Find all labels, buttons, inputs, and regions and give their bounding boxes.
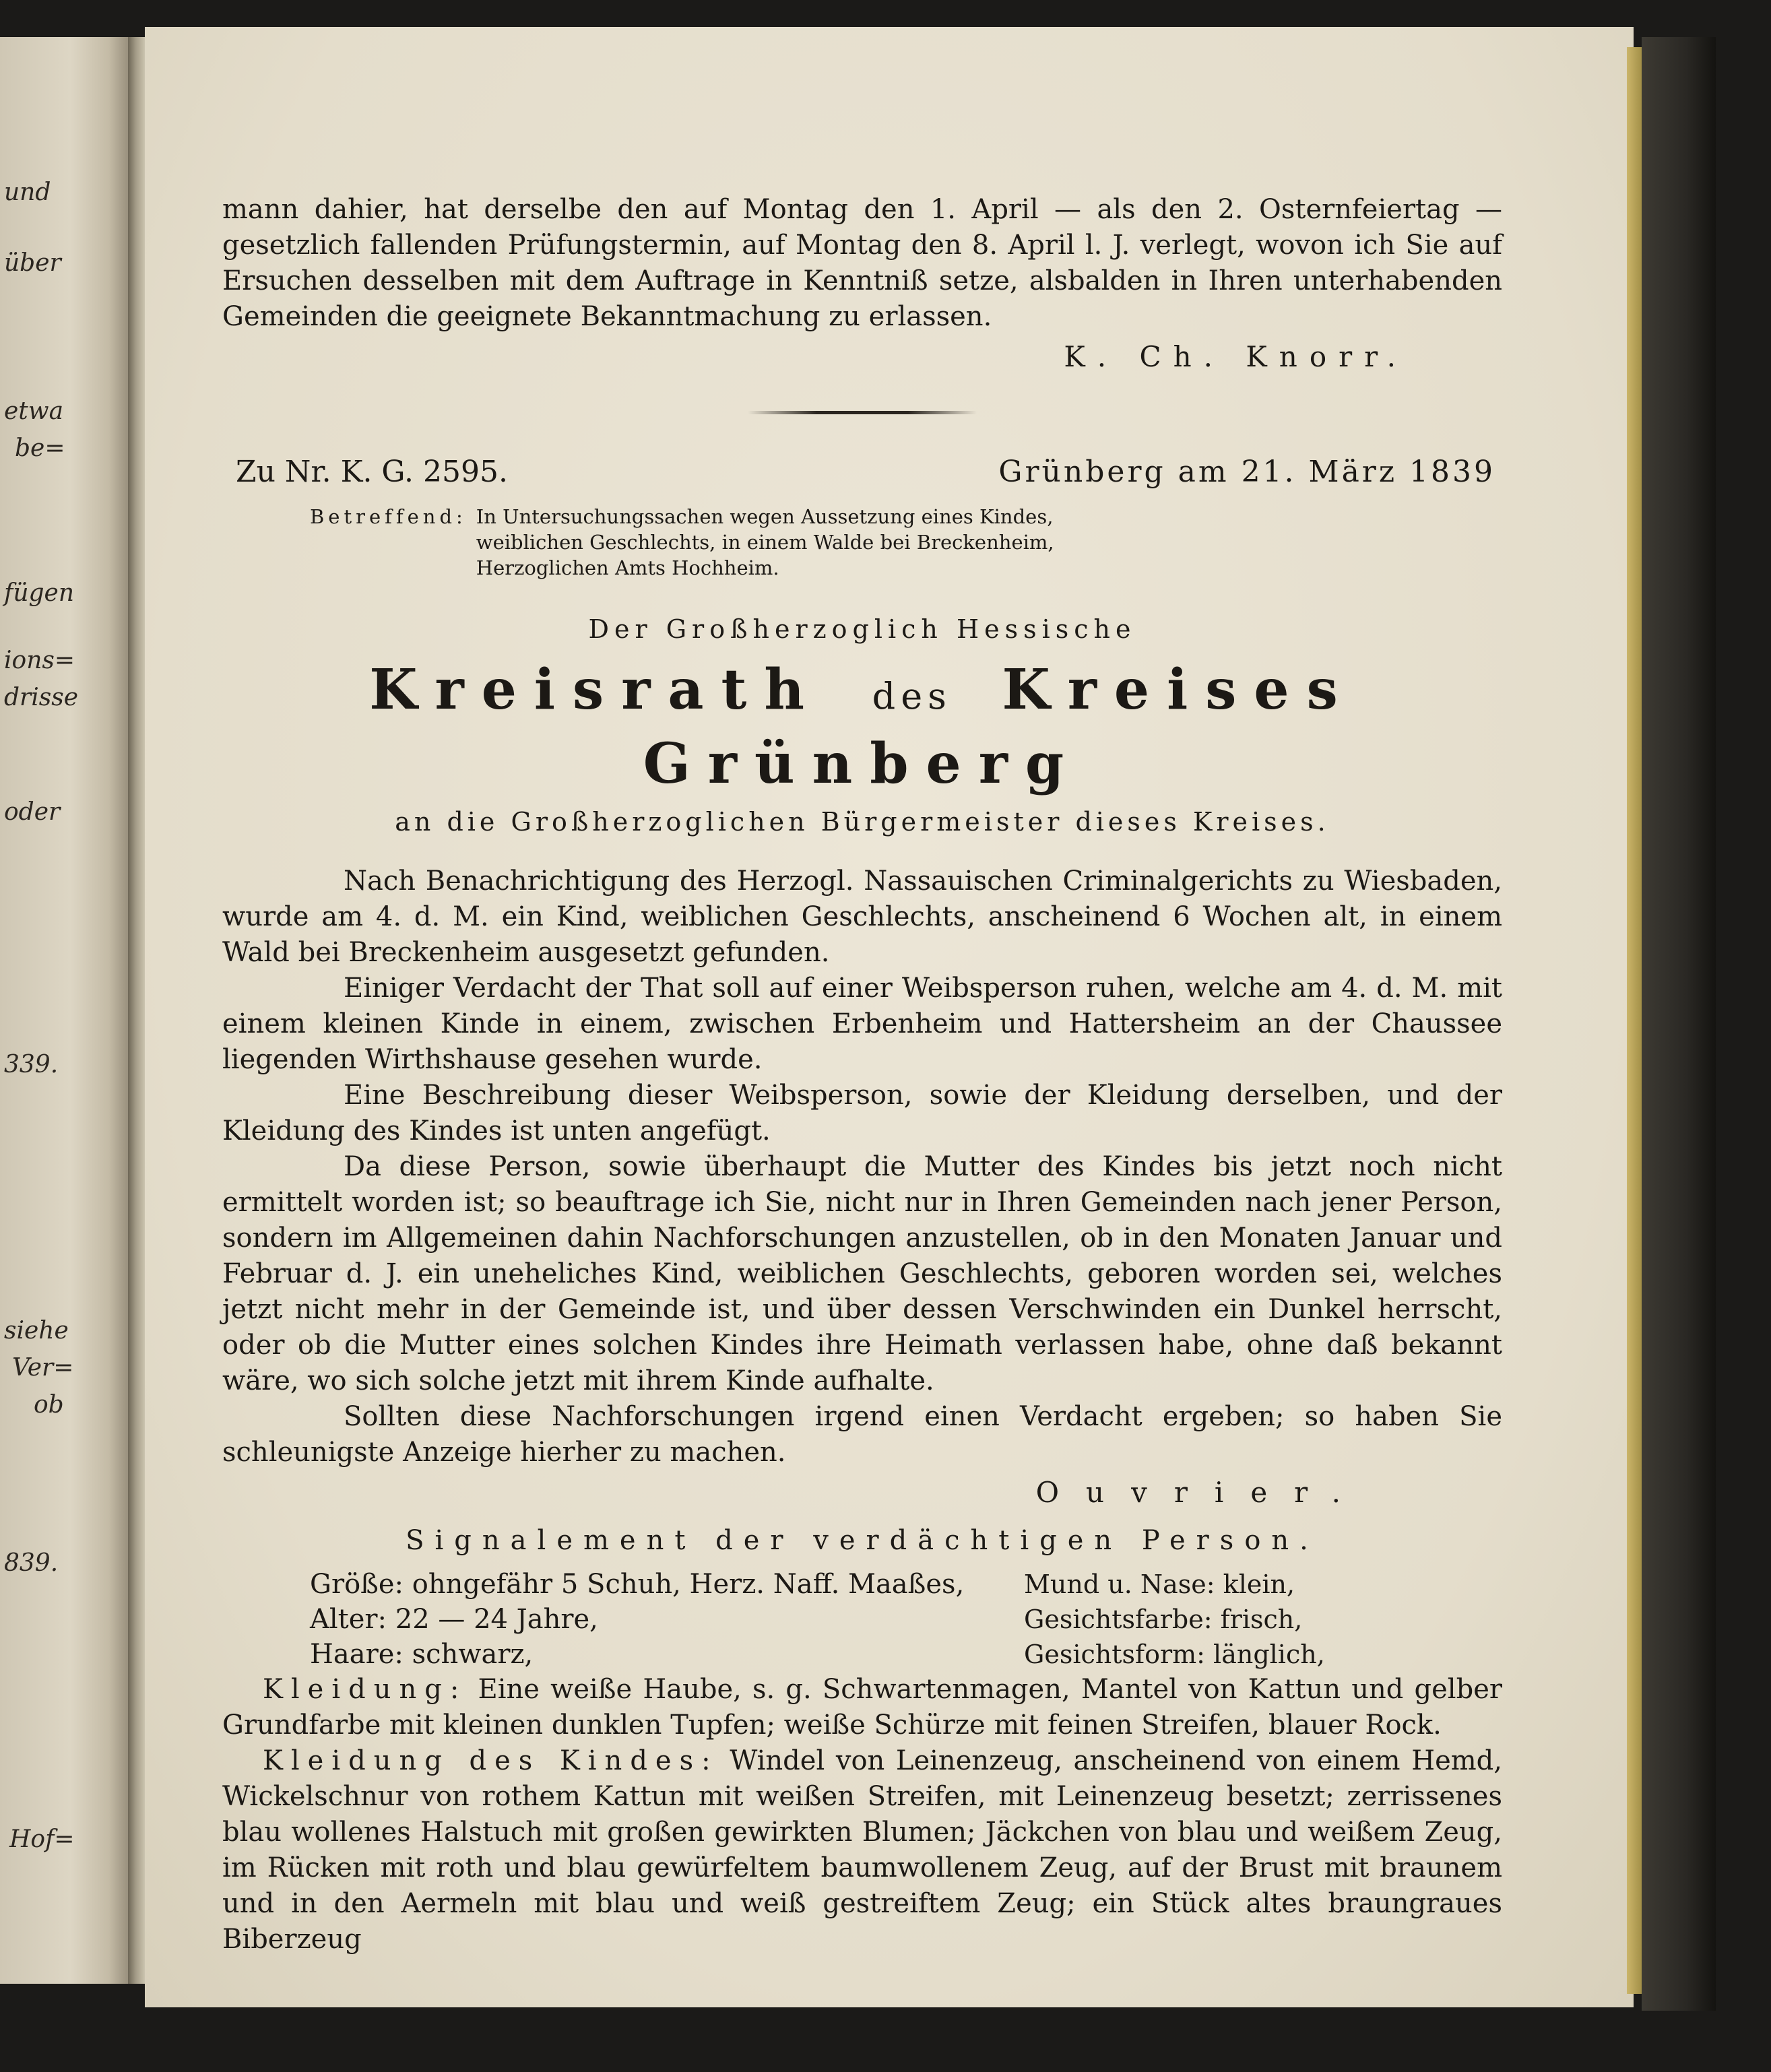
margin-word: ob — [34, 1391, 64, 1419]
opening-paragraph: mann dahier, hat derselbe den auf Montag den 1. April — als den 2. Osternfeiertag — gesetzlich fallenden Prüfungstermin, auf Montag den 8. April l. J. verlegt, wovon ich Sie auf Ersuchen desselben mit dem Auftrage in Kenntniß setze, alsbalden in Ihren unterhabenden Gemeinden die geeignete Bekanntmachung zu erlassen. — [222, 194, 1502, 332]
body-paragraph: Nach Benachrichtigung des Herzogl. Nassauischen Criminalgerichts zu Wiesbaden, wurde am 4. d. M. ein Kind, weiblichen Geschlechts, anscheinend 6 Wochen alt, in einem Wald bei Breckenheim ausgesetzt gefunden. — [222, 866, 1502, 968]
margin-word: ions= — [4, 647, 75, 674]
margin-word: drisse — [4, 684, 79, 711]
margin-word: be= — [15, 434, 65, 462]
signalement-item: Gesichtsfarbe: frisch, — [1024, 1605, 1303, 1634]
margin-word: über — [4, 249, 61, 277]
left-page-margin-text — [0, 37, 128, 1984]
child-clothing-label: Kleidung des Kindes: — [263, 1745, 719, 1776]
margin-word: 839. — [4, 1549, 59, 1577]
title-part: Kreisrath — [369, 657, 823, 722]
subject-label: Betreffend: — [310, 505, 467, 528]
body-paragraph: Da diese Person, sowie überhaupt die Mutter des Kindes bis jetzt noch nicht ermittelt worden ist; so beauftrage ich Sie, nicht nur in Ihren Gemeinden nach jener Person, sondern im Allgemeinen dahin Nachforschungen anzustellen, ob in den Monaten Januar und Februar d. J. ein uneheliches Kind, weiblichen Geschlechts, geboren worden sei, welches jetzt nicht mehr in der Gemeinde ist, und über dessen Verschwinden ein Dunkel herrscht, oder ob die Mutter eines solchen Kindes ihre Heimath verlassen habe, ohne daß bekannt wäre, wo sich solche jetzt mit ihrem Kinde aufhalte. — [222, 1151, 1502, 1396]
margin-word: und — [4, 179, 51, 206]
title-part: Grünberg — [643, 732, 1082, 796]
signature-knorr: K. Ch. Knorr. — [1064, 340, 1408, 373]
margin-word: siehe — [4, 1317, 69, 1345]
issuer-line: Der Großherzoglich Hessische — [588, 614, 1136, 644]
signalement-title: Signalement der verdächtigen Person. — [406, 1525, 1319, 1556]
title-part: des — [872, 675, 952, 717]
margin-word: fügen — [4, 579, 75, 607]
body-paragraph: Sollten diese Nachforschungen irgend einen Verdacht ergeben; so haben Sie schleunigste Anzeige hierher zu machen. — [222, 1401, 1502, 1468]
body-paragraph: Eine Beschreibung dieser Weibsperson, sowie der Kleidung derselben, und der Kleidung des Kindes ist unten angefügt. — [222, 1080, 1502, 1146]
margin-word: 339. — [4, 1051, 59, 1078]
title-part: Kreises — [1002, 657, 1355, 722]
signalement-item: Größe: ohngefähr 5 Schuh, Herz. Naff. Maaßes, — [310, 1569, 965, 1600]
signalement-item: Gesichtsform: länglich, — [1024, 1640, 1325, 1669]
subject-text: In Untersuchungssachen wegen Aussetzung eines Kindes, weiblichen Geschlechts, in einem Walde bei Breckenheim, Herzoglichen Amts Hochheim. — [476, 505, 1054, 579]
left-page-edge — [0, 37, 128, 1984]
page-edge-gilt — [1627, 47, 1642, 1994]
margin-word: etwa — [4, 397, 64, 425]
place-and-date: Grünberg am 21. März 1839 — [998, 455, 1495, 489]
addressee-line: an die Großherzoglichen Bürgermeister dieses Kreises. — [395, 807, 1330, 837]
signalement-item: Haare: schwarz, — [310, 1639, 534, 1670]
signalement-item: Alter: 22 — 24 Jahre, — [310, 1604, 598, 1635]
signalement-item: Mund u. Nase: klein, — [1024, 1569, 1295, 1599]
margin-word: Hof= — [9, 1825, 75, 1853]
clothing-label: Kleidung: — [263, 1674, 468, 1705]
clothing-paragraph — [222, 1672, 1502, 1743]
child-clothing-text: Windel von Leinenzeug, anscheinend von einem Hemd, Wickelschnur von rothem Kattun mit weißen Streifen, mit Leinenzeug besetzt; zerrissenes blau wollenes Halstuch mit großen gewirkten Blumen; Jäckchen von blau und weißem Zeug, im Rücken mit roth und blau gewürfeltem baumwollenem Zeug, auf der Brust mit braunem und in den Aermeln mit blau und weiß gestreiftem Zeug; ein Stück altes braungraues Biberzeug — [222, 1745, 1502, 1955]
body-paragraph: Einiger Verdacht der That soll auf einer Weibsperson ruhen, welche am 4. d. M. mit einem kleinen Kinde in einem, zwischen Erbenheim und Hattersheim an der Chaussee liegenden Wirthshause gesehen wurde. — [222, 973, 1502, 1075]
signature-ouvrier: Ouvrier. — [1035, 1476, 1367, 1509]
child-clothing-paragraph — [222, 1743, 1502, 1957]
page-content — [222, 192, 1502, 1957]
margin-word: Ver= — [12, 1354, 74, 1382]
signalement-grid — [310, 1567, 1502, 1672]
book-cover-edge — [1642, 37, 1716, 2011]
reference-number: Zu Nr. K. G. 2595. — [236, 455, 508, 489]
clothing-text: Eine weiße Haube, s. g. Schwartenmagen, Mantel von Kattun und gelber Grundfarbe mit kleinen dunklen Tupfen; weiße Schürze mit feinen Streifen, blauer Rock. — [222, 1674, 1502, 1741]
reference-line — [236, 455, 1495, 489]
section-divider — [748, 411, 977, 414]
margin-word: oder — [4, 798, 61, 826]
subject-block — [310, 504, 1502, 581]
issuer-title — [222, 656, 1502, 798]
